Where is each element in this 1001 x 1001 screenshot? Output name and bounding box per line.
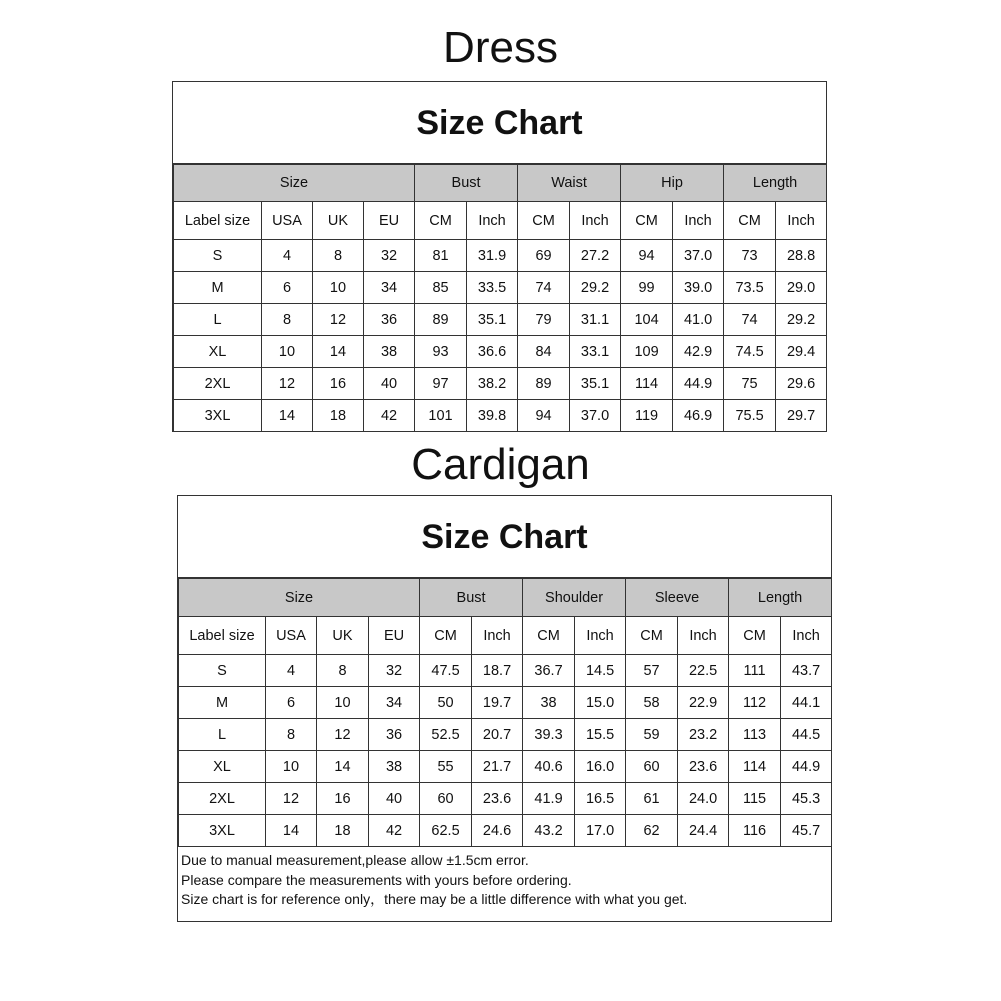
size-label-cell: L xyxy=(179,719,266,751)
table-cell: 57 xyxy=(626,655,678,687)
size-label-cell: M xyxy=(174,272,262,304)
dress-subheader-row xyxy=(174,202,827,240)
table-cell: 36 xyxy=(369,719,420,751)
table-cell: 41.0 xyxy=(673,304,724,336)
table-cell: 52.5 xyxy=(420,719,472,751)
dress-group-bust: Bust xyxy=(415,165,518,202)
dress-subheader-cell: Inch xyxy=(673,202,724,240)
note-line: Please compare the measurements with yours before ordering. xyxy=(181,871,572,888)
dress-subheader-cell: Inch xyxy=(467,202,518,240)
table-cell: 50 xyxy=(420,687,472,719)
dress-subheader-cell: USA xyxy=(262,202,313,240)
cardigan-size-chart xyxy=(177,495,832,922)
table-cell: 23.6 xyxy=(678,751,729,783)
note-line: Due to manual measurement,please allow ±1.5cm error. xyxy=(181,852,529,868)
size-label-cell: M xyxy=(179,687,266,719)
table-cell: 4 xyxy=(266,655,317,687)
table-cell: 38 xyxy=(523,687,575,719)
table-cell: 27.2 xyxy=(570,240,621,272)
table-cell: 14.5 xyxy=(575,655,626,687)
table-cell: 85 xyxy=(415,272,467,304)
table-cell: 18 xyxy=(317,815,369,847)
table-cell: 29.2 xyxy=(570,272,621,304)
table-cell: 62 xyxy=(626,815,678,847)
table-cell: 73.5 xyxy=(724,272,776,304)
table-cell: 97 xyxy=(415,368,467,400)
table-cell: 34 xyxy=(369,687,420,719)
table-cell: 32 xyxy=(369,655,420,687)
table-cell: 38 xyxy=(369,751,420,783)
table-cell: 35.1 xyxy=(467,304,518,336)
table-cell: 17.0 xyxy=(575,815,626,847)
cardigan-subheader-cell: CM xyxy=(420,617,472,655)
table-cell: 99 xyxy=(621,272,673,304)
cardigan-subheader-cell: EU xyxy=(369,617,420,655)
cardigan-subheader-cell: CM xyxy=(626,617,678,655)
table-row xyxy=(174,240,827,272)
table-row xyxy=(179,783,832,815)
table-cell: 14 xyxy=(262,400,313,432)
table-cell: 89 xyxy=(415,304,467,336)
cardigan-group-bust: Bust xyxy=(420,579,523,617)
table-cell: 42 xyxy=(364,400,415,432)
table-cell: 84 xyxy=(518,336,570,368)
dress-size-chart xyxy=(172,81,827,432)
table-cell: 40 xyxy=(369,783,420,815)
table-cell: 93 xyxy=(415,336,467,368)
table-cell: 15.0 xyxy=(575,687,626,719)
table-cell: 16.0 xyxy=(575,751,626,783)
table-row xyxy=(174,272,827,304)
table-cell: 28.8 xyxy=(776,240,827,272)
table-cell: 10 xyxy=(262,336,313,368)
dress-group-header-row xyxy=(174,165,827,202)
table-cell: 22.5 xyxy=(678,655,729,687)
table-cell: 29.0 xyxy=(776,272,827,304)
size-label-cell: 3XL xyxy=(179,815,266,847)
table-cell: 47.5 xyxy=(420,655,472,687)
table-cell: 16.5 xyxy=(575,783,626,815)
table-cell: 42 xyxy=(369,815,420,847)
table-cell: 32 xyxy=(364,240,415,272)
table-cell: 44.9 xyxy=(673,368,724,400)
size-label-cell: 2XL xyxy=(179,783,266,815)
table-cell: 114 xyxy=(729,751,781,783)
table-cell: 39.8 xyxy=(467,400,518,432)
table-cell: 43.7 xyxy=(781,655,832,687)
table-cell: 36.7 xyxy=(523,655,575,687)
table-cell: 73 xyxy=(724,240,776,272)
table-cell: 74.5 xyxy=(724,336,776,368)
cardigan-heading: Cardigan xyxy=(411,440,590,489)
table-row xyxy=(179,815,832,847)
table-cell: 59 xyxy=(626,719,678,751)
table-cell: 41.9 xyxy=(523,783,575,815)
table-cell: 43.2 xyxy=(523,815,575,847)
cardigan-group-shoulder: Shoulder xyxy=(523,579,626,617)
note-line: Size chart is for reference only，there may be a little difference with what you get. xyxy=(181,891,688,907)
table-cell: 115 xyxy=(729,783,781,815)
cardigan-subheader-cell: CM xyxy=(523,617,575,655)
table-cell: 8 xyxy=(266,719,317,751)
table-cell: 75 xyxy=(724,368,776,400)
table-cell: 12 xyxy=(317,719,369,751)
table-row xyxy=(174,368,827,400)
table-cell: 114 xyxy=(621,368,673,400)
size-label-cell: L xyxy=(174,304,262,336)
table-cell: 38.2 xyxy=(467,368,518,400)
table-cell: 8 xyxy=(262,304,313,336)
table-row xyxy=(174,400,827,432)
table-cell: 29.2 xyxy=(776,304,827,336)
table-row xyxy=(174,336,827,368)
cardigan-size-table xyxy=(178,578,832,847)
table-cell: 12 xyxy=(262,368,313,400)
table-row xyxy=(174,304,827,336)
dress-size-table xyxy=(173,164,827,432)
table-cell: 18.7 xyxy=(472,655,523,687)
table-cell: 14 xyxy=(317,751,369,783)
table-cell: 16 xyxy=(317,783,369,815)
table-cell: 31.1 xyxy=(570,304,621,336)
table-cell: 12 xyxy=(313,304,364,336)
table-cell: 35.1 xyxy=(570,368,621,400)
table-cell: 111 xyxy=(729,655,781,687)
dress-subheader-cell: Label size xyxy=(174,202,262,240)
table-cell: 104 xyxy=(621,304,673,336)
table-cell: 109 xyxy=(621,336,673,368)
table-cell: 36 xyxy=(364,304,415,336)
table-cell: 61 xyxy=(626,783,678,815)
cardigan-subheader-cell: CM xyxy=(729,617,781,655)
table-cell: 24.6 xyxy=(472,815,523,847)
dress-heading: Dress xyxy=(443,23,558,72)
table-cell: 23.2 xyxy=(678,719,729,751)
table-cell: 14 xyxy=(313,336,364,368)
table-cell: 33.5 xyxy=(467,272,518,304)
table-cell: 18 xyxy=(313,400,364,432)
table-cell: 40.6 xyxy=(523,751,575,783)
cardigan-subheader-cell: Inch xyxy=(472,617,523,655)
table-cell: 29.6 xyxy=(776,368,827,400)
table-cell: 23.6 xyxy=(472,783,523,815)
cardigan-group-header-row xyxy=(179,579,832,617)
dress-subheader-cell: Inch xyxy=(776,202,827,240)
cardigan-subheader-cell: Inch xyxy=(678,617,729,655)
table-cell: 46.9 xyxy=(673,400,724,432)
table-cell: 14 xyxy=(266,815,317,847)
size-label-cell: XL xyxy=(179,751,266,783)
table-cell: 8 xyxy=(317,655,369,687)
table-cell: 15.5 xyxy=(575,719,626,751)
table-cell: 116 xyxy=(729,815,781,847)
table-cell: 24.4 xyxy=(678,815,729,847)
table-cell: 37.0 xyxy=(673,240,724,272)
table-cell: 34 xyxy=(364,272,415,304)
size-label-cell: XL xyxy=(174,336,262,368)
table-row xyxy=(179,655,832,687)
cardigan-subheader-cell: USA xyxy=(266,617,317,655)
cardigan-subheader-cell: Inch xyxy=(575,617,626,655)
table-cell: 60 xyxy=(420,783,472,815)
table-cell: 20.7 xyxy=(472,719,523,751)
table-cell: 19.7 xyxy=(472,687,523,719)
dress-subheader-cell: EU xyxy=(364,202,415,240)
cardigan-group-sleeve: Sleeve xyxy=(626,579,729,617)
table-cell: 62.5 xyxy=(420,815,472,847)
table-row xyxy=(179,719,832,751)
table-cell: 42.9 xyxy=(673,336,724,368)
table-cell: 6 xyxy=(266,687,317,719)
dress-subheader-cell: CM xyxy=(415,202,467,240)
table-cell: 79 xyxy=(518,304,570,336)
table-cell: 22.9 xyxy=(678,687,729,719)
table-cell: 44.5 xyxy=(781,719,832,751)
table-cell: 24.0 xyxy=(678,783,729,815)
dress-subheader-cell: CM xyxy=(518,202,570,240)
cardigan-notes xyxy=(178,847,831,910)
table-cell: 10 xyxy=(317,687,369,719)
cardigan-subheader-cell: UK xyxy=(317,617,369,655)
table-cell: 21.7 xyxy=(472,751,523,783)
size-label-cell: S xyxy=(179,655,266,687)
table-cell: 29.4 xyxy=(776,336,827,368)
table-cell: 44.1 xyxy=(781,687,832,719)
table-cell: 58 xyxy=(626,687,678,719)
dress-subheader-cell: CM xyxy=(621,202,673,240)
table-cell: 74 xyxy=(724,304,776,336)
cardigan-chart-title: Size Chart xyxy=(178,496,831,578)
table-row xyxy=(179,687,832,719)
table-cell: 81 xyxy=(415,240,467,272)
table-cell: 8 xyxy=(313,240,364,272)
dress-group-hip: Hip xyxy=(621,165,724,202)
cardigan-group-length: Length xyxy=(729,579,832,617)
dress-subheader-cell: Inch xyxy=(570,202,621,240)
dress-subheader-cell: UK xyxy=(313,202,364,240)
table-cell: 101 xyxy=(415,400,467,432)
table-cell: 45.7 xyxy=(781,815,832,847)
table-cell: 89 xyxy=(518,368,570,400)
table-cell: 16 xyxy=(313,368,364,400)
table-row xyxy=(179,751,832,783)
table-cell: 45.3 xyxy=(781,783,832,815)
table-cell: 112 xyxy=(729,687,781,719)
table-cell: 39.0 xyxy=(673,272,724,304)
size-label-cell: S xyxy=(174,240,262,272)
table-cell: 10 xyxy=(266,751,317,783)
cardigan-subheader-cell: Inch xyxy=(781,617,832,655)
cardigan-subheader-row xyxy=(179,617,832,655)
table-cell: 119 xyxy=(621,400,673,432)
size-label-cell: 2XL xyxy=(174,368,262,400)
dress-chart-title: Size Chart xyxy=(173,82,826,164)
table-cell: 12 xyxy=(266,783,317,815)
table-cell: 69 xyxy=(518,240,570,272)
table-cell: 33.1 xyxy=(570,336,621,368)
table-cell: 60 xyxy=(626,751,678,783)
table-cell: 74 xyxy=(518,272,570,304)
table-cell: 113 xyxy=(729,719,781,751)
table-cell: 37.0 xyxy=(570,400,621,432)
table-cell: 10 xyxy=(313,272,364,304)
table-cell: 6 xyxy=(262,272,313,304)
table-cell: 94 xyxy=(621,240,673,272)
table-cell: 40 xyxy=(364,368,415,400)
table-cell: 36.6 xyxy=(467,336,518,368)
table-cell: 55 xyxy=(420,751,472,783)
dress-group-length: Length xyxy=(724,165,827,202)
table-cell: 4 xyxy=(262,240,313,272)
table-cell: 38 xyxy=(364,336,415,368)
cardigan-group-size: Size xyxy=(179,579,420,617)
table-cell: 94 xyxy=(518,400,570,432)
dress-group-size: Size xyxy=(174,165,415,202)
table-cell: 44.9 xyxy=(781,751,832,783)
table-cell: 39.3 xyxy=(523,719,575,751)
table-cell: 75.5 xyxy=(724,400,776,432)
table-cell: 31.9 xyxy=(467,240,518,272)
table-cell: 29.7 xyxy=(776,400,827,432)
dress-subheader-cell: CM xyxy=(724,202,776,240)
dress-group-waist: Waist xyxy=(518,165,621,202)
cardigan-subheader-cell: Label size xyxy=(179,617,266,655)
size-label-cell: 3XL xyxy=(174,400,262,432)
